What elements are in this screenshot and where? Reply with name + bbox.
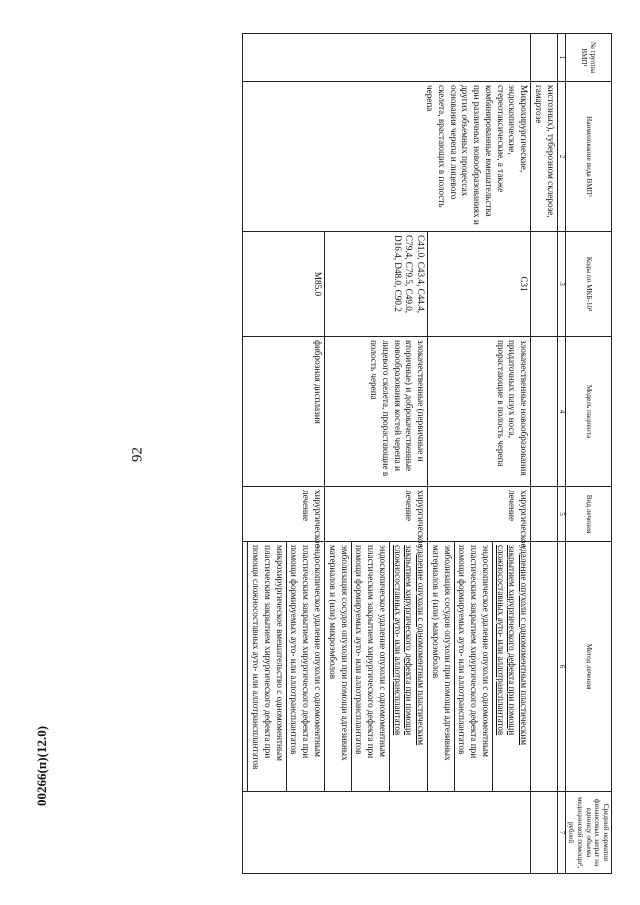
page-number: 92 — [129, 447, 146, 462]
treatment-method-cell: удаление опухоли с одномоментным пластическим закрытием хирургического дефекта при помощи сложносоставных ауто- или аллотрансплантатов — [389, 542, 427, 792]
header-cost-norm: Средний норматив финансовых затрат на единицу объема медицинской помощи³, рублей — [565, 792, 611, 874]
treatment-method-cell: удаление опухоли с одномоментным пластическим закрытием хирургического дефекта при помощи сложносоставных ауто- или аллотрансплантатов — [492, 542, 530, 792]
treatment-method-cell: эмболизация сосудов опухоли при помощи адгезивных материалов и (или) микроэмболов — [325, 542, 352, 792]
treatment-method-cell: эндоскопическое удаление опухоли с одномоментным пластическим закрытием хирургического дефекта при помощи формируемых ауто- или аллотрансплантатов — [351, 542, 389, 792]
vmp-table — [242, 33, 612, 874]
col-number: 4 — [557, 337, 565, 487]
document-code: 00266(п)(12.0) — [34, 725, 49, 807]
icd-codes-cell: C31 — [428, 232, 531, 337]
table-row — [492, 34, 530, 874]
vmp-name-continuation: кистозных), туберозном склерозе, гамартозе — [531, 82, 558, 232]
vmp-name-cell: Микрохирургические, эндоскопические, стереотаксические, а также комбинированные вмешательства при различных новообразованиях и других объемных процессах основания черепа и лицевого скелета, врастающих в полость черепа — [243, 82, 531, 232]
col-number: 3 — [557, 232, 565, 337]
rotated-table-container — [152, 33, 612, 873]
col-number: 1 — [557, 34, 565, 82]
header-vmp-name: Наименование вида ВМП¹ — [565, 82, 611, 232]
header-row — [565, 34, 611, 874]
header-patient-model: Модель пациента — [565, 337, 611, 487]
patient-model-cell: фиброзная дисплазия — [243, 337, 325, 487]
treatment-method-cell: эмболизация сосудов опухоли при помощи адгезивных материалов и (или) макроэмболов — [428, 542, 455, 792]
patient-model-cell: злокачественные новообразования придаточных пазух носа, прорастающие в полость черепа — [428, 337, 531, 487]
col-number: 6 — [557, 542, 565, 792]
treatment-type-cell: хирургическое лечение — [428, 487, 531, 542]
header-treatment-method: Метод лечения — [565, 542, 611, 792]
col-number: 7 — [557, 792, 565, 874]
treatment-method-cell: эндоскопическое удаление опухоли с одномоментным пластическим закрытием хирургического дефекта при помощи формируемых ауто- или аллотрансплантатов — [454, 542, 492, 792]
patient-model-cell: злокачественные (первичные и вторичные) и доброкачественные новообразования костей черепа и лицевого скелета, прорастающие в полость черепа — [325, 337, 428, 487]
group-number-cell — [243, 34, 531, 82]
header-group-number: № группы ВМП¹ — [565, 34, 611, 82]
treatment-method-cell: микрохирургическое вмешательство с одномоментным пластическим закрытием хирургического дефекта при помощи сложносоставных ауто- или аллотрансплантатов — [248, 542, 286, 792]
treatment-type-cell: хирургическое лечение — [243, 487, 325, 542]
icd-codes-cell: M85.0 — [243, 232, 325, 337]
icd-codes-cell: C41.0, C43.4, C44.4, C79.4, C79.5, C49.0, D16.4, D48.0, C90.2 — [325, 232, 428, 337]
col-number: 5 — [557, 487, 565, 542]
treatment-method-cell: эндоскопическое удаление опухоли с одномоментным пластическим закрытием хирургического дефекта при помощи формируемых ауто- или аллотрансплантатов — [286, 542, 324, 792]
column-number-row — [557, 34, 565, 874]
treatment-type-cell: хирургическое лечение — [325, 487, 428, 542]
table-row — [531, 34, 558, 874]
header-treatment-type: Вид лечения — [565, 487, 611, 542]
header-icd-codes: Коды по МКБ-10² — [565, 232, 611, 337]
cost-norm-cell — [243, 792, 531, 874]
col-number: 2 — [557, 82, 565, 232]
